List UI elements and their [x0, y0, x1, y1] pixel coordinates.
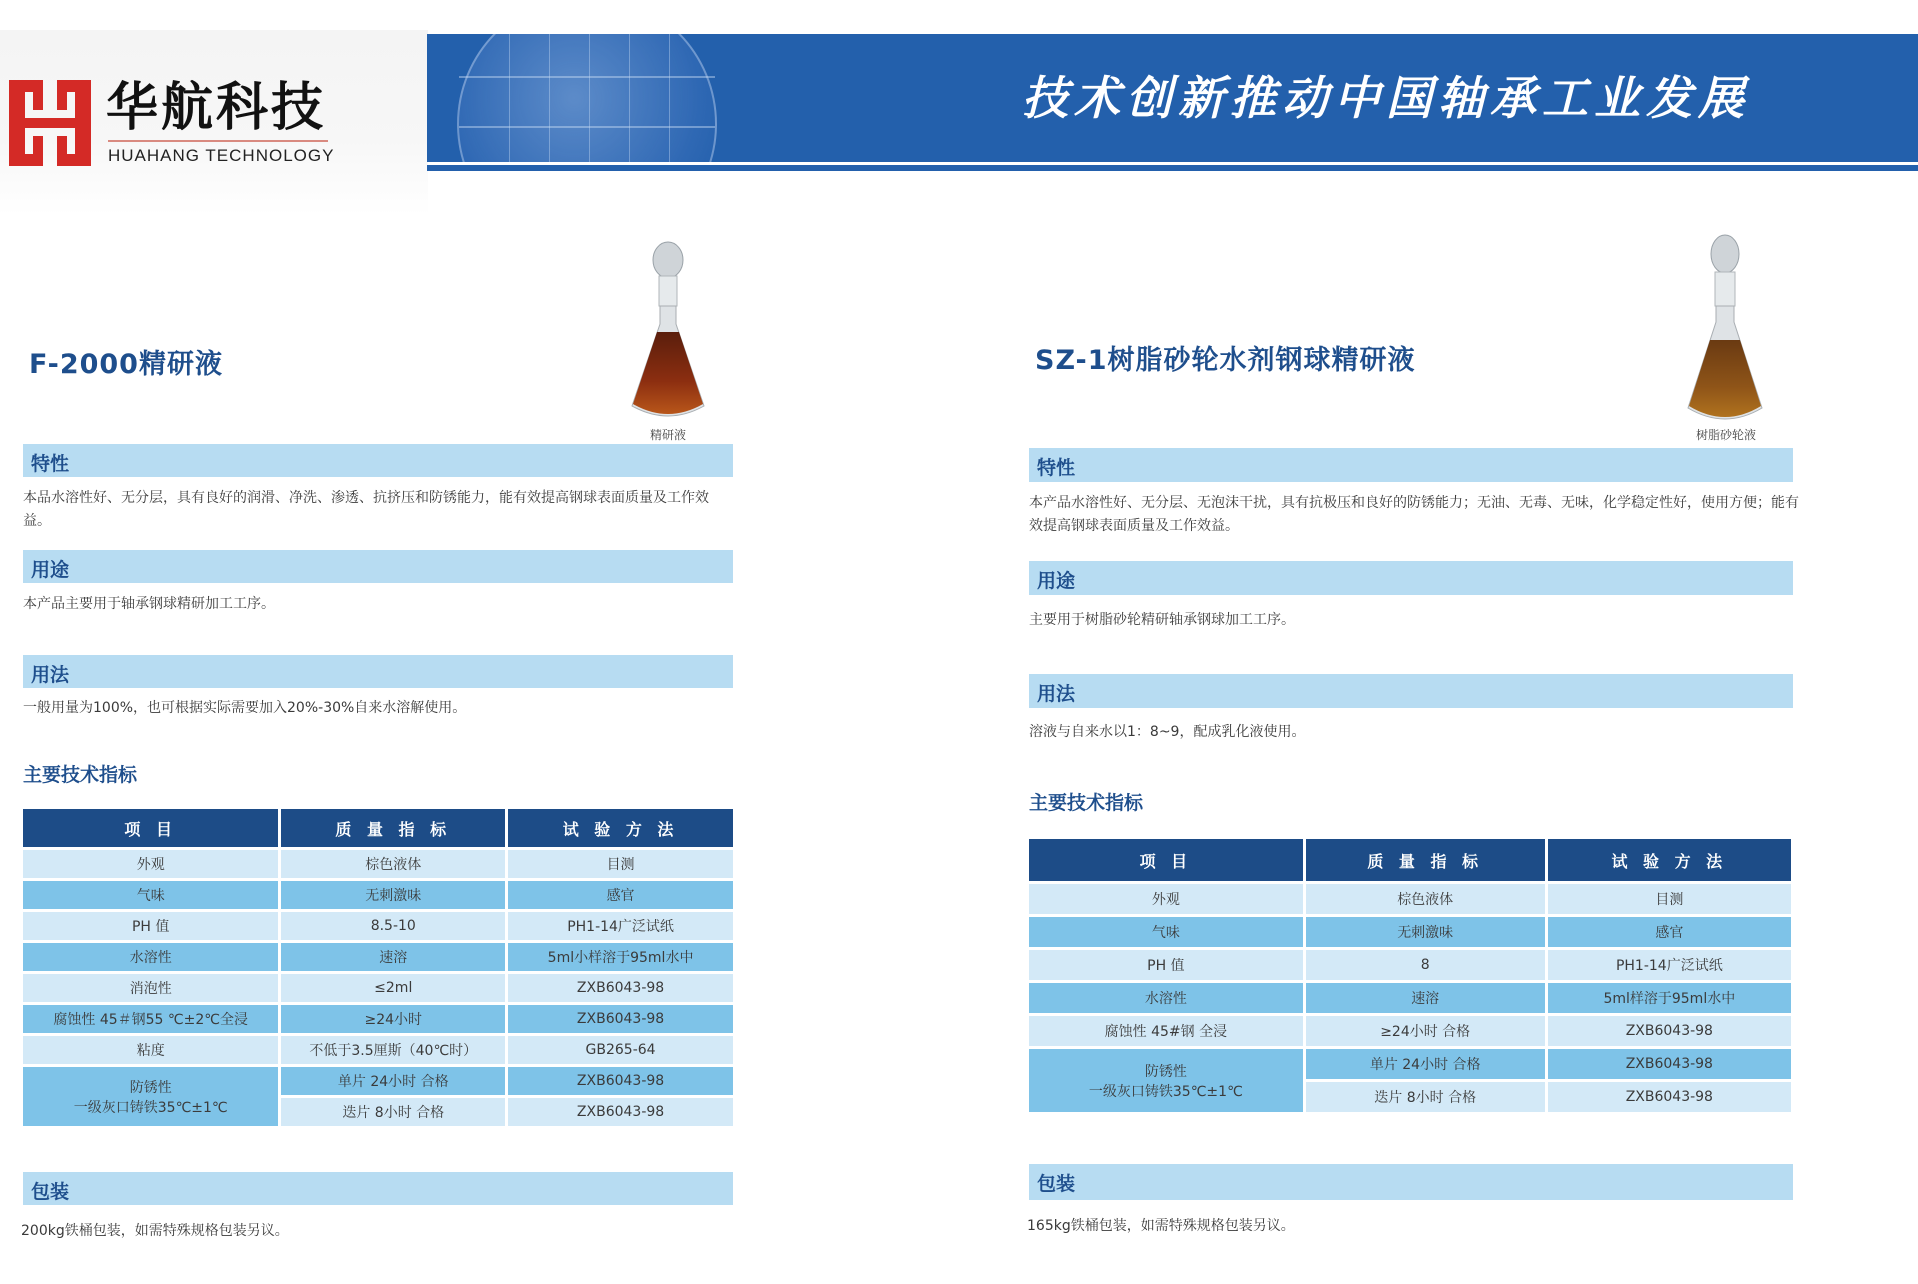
features-text: 本品水溶性好、无分层，具有良好的润滑、净洗、渗透、抗挤压和防锈能力，能有效提高钢球表面质量及工作效益。 — [23, 490, 709, 529]
cell: 腐蚀性 45＃钢55 ℃±2℃全浸 — [23, 1005, 278, 1033]
rust-item-cell: 防锈性 一级灰口铸铁35℃±1℃ — [23, 1067, 278, 1126]
table-row — [23, 1067, 733, 1095]
table-row — [23, 1036, 733, 1064]
table-row — [1029, 884, 1791, 914]
banner-stripe — [427, 165, 1918, 171]
cell: 单片 24小时 合格 — [281, 1067, 505, 1095]
table-row — [23, 974, 733, 1002]
cell: ZXB6043-98 — [1548, 1082, 1791, 1112]
cell: ZXB6043-98 — [1548, 1049, 1791, 1079]
cell: PH1-14广泛试纸 — [508, 912, 733, 940]
packaging-text: 165kg铁桶包装，如需特殊规格包装另议。 — [1027, 1218, 1295, 1234]
cell: 不低于3.5厘斯（40℃时） — [281, 1036, 505, 1064]
cell: 无刺激味 — [1306, 917, 1545, 947]
section-bar-method — [1029, 674, 1793, 708]
globe-icon — [457, 34, 717, 162]
header-banner — [427, 34, 1918, 162]
column-header: 试 验 方 法 — [508, 809, 733, 847]
spec-title: 主要技术指标 — [23, 764, 138, 786]
usage-text: 主要用于树脂砂轮精研轴承钢球加工工序。 — [1029, 612, 1295, 628]
spec-table — [20, 806, 736, 1129]
table-row — [1029, 1049, 1791, 1079]
cell: 气味 — [1029, 917, 1303, 947]
cell: 目测 — [508, 850, 733, 878]
cell: 腐蚀性 45#钢 全浸 — [1029, 1016, 1303, 1046]
spec-table — [1026, 836, 1794, 1115]
cell: PH1-14广泛试纸 — [1548, 950, 1791, 980]
table-row — [23, 912, 733, 940]
table-row — [1029, 950, 1791, 980]
cell: 目测 — [1548, 884, 1791, 914]
section-bar-method — [23, 655, 733, 688]
banner-slogan: 技术创新推动中国轴承工业发展 — [1022, 71, 1750, 125]
cell: ZXB6043-98 — [508, 1098, 733, 1126]
cell: 5ml样溶于95ml水中 — [1548, 983, 1791, 1013]
cell: 单片 24小时 合格 — [1306, 1049, 1545, 1079]
column-header: 试 验 方 法 — [1548, 839, 1791, 881]
cell: 水溶性 — [1029, 983, 1303, 1013]
section-bar-features — [23, 444, 733, 477]
product-title: SZ-1树脂砂轮水剂钢球精研液 — [1035, 345, 1416, 376]
cell: 气味 — [23, 881, 278, 909]
cell: 消泡性 — [23, 974, 278, 1002]
logo-chinese-name: 华航科技 — [106, 78, 327, 138]
huahang-logo-icon — [9, 80, 91, 166]
table-row — [1029, 917, 1791, 947]
table-row — [1029, 1016, 1791, 1046]
cell: 迭片 8小时 合格 — [281, 1098, 505, 1126]
cell: ZXB6043-98 — [508, 1005, 733, 1033]
cell: ≥24小时 — [281, 1005, 505, 1033]
features-text: 本产品水溶性好、无分层、无泡沫干扰，具有抗极压和良好的防锈能力；无油、无毒、无味，化学稳定性好，使用方便；能有效提高钢球表面质量及工作效益。 — [1029, 495, 1799, 534]
section-label: 用途 — [31, 559, 70, 581]
section-label: 用途 — [1037, 570, 1076, 592]
cell: 8.5-10 — [281, 912, 505, 940]
cell: ≥24小时 合格 — [1306, 1016, 1545, 1046]
flask-image-icon — [1680, 230, 1770, 426]
cell: 棕色液体 — [1306, 884, 1545, 914]
section-label: 包装 — [1037, 1173, 1076, 1195]
method-text: 溶液与自来水以1：8~9，配成乳化液使用。 — [1029, 724, 1306, 740]
method-text: 一般用量为100%，也可根据实际需要加入20%-30%自来水溶解使用。 — [23, 700, 467, 716]
cell: PH 值 — [23, 912, 278, 940]
logo-english-name: HUAHANG TECHNOLOGY — [108, 146, 335, 165]
cell: 感官 — [1548, 917, 1791, 947]
table-row — [1029, 983, 1791, 1013]
column-header: 质 量 指 标 — [281, 809, 505, 847]
product-title: F-2000精研液 — [29, 349, 223, 380]
cell: 无刺激味 — [281, 881, 505, 909]
section-label: 特性 — [1037, 457, 1076, 479]
section-label: 特性 — [31, 453, 70, 475]
column-header: 项 目 — [1029, 839, 1303, 881]
cell: ZXB6043-98 — [508, 974, 733, 1002]
column-header: 质 量 指 标 — [1306, 839, 1545, 881]
cell: 速溶 — [281, 943, 505, 971]
section-bar-features — [1029, 448, 1793, 482]
section-bar-usage — [23, 550, 733, 583]
usage-text: 本产品主要用于轴承钢球精研加工工序。 — [23, 596, 275, 612]
cell: 外观 — [23, 850, 278, 878]
cell: 感官 — [508, 881, 733, 909]
flask-caption: 精研液 — [649, 428, 686, 442]
cell: GB265-64 — [508, 1036, 733, 1064]
spec-title: 主要技术指标 — [1029, 792, 1144, 814]
logo-divider — [108, 140, 328, 142]
packaging-text: 200kg铁桶包装，如需特殊规格包装另议。 — [21, 1223, 289, 1239]
column-header: 项 目 — [23, 809, 278, 847]
company-logo-area — [0, 30, 428, 215]
cell: ≤2ml — [281, 974, 505, 1002]
table-row — [23, 850, 733, 878]
section-label: 包装 — [31, 1181, 70, 1203]
section-label: 用法 — [1037, 683, 1076, 705]
section-bar-packaging — [1029, 1164, 1793, 1200]
cell: 8 — [1306, 950, 1545, 980]
section-bar-packaging — [23, 1172, 733, 1205]
cell: 5ml小样溶于95ml水中 — [508, 943, 733, 971]
cell: 水溶性 — [23, 943, 278, 971]
cell: 迭片 8小时 合格 — [1306, 1082, 1545, 1112]
cell: 棕色液体 — [281, 850, 505, 878]
cell: 速溶 — [1306, 983, 1545, 1013]
section-label: 用法 — [31, 664, 70, 686]
table-row — [23, 943, 733, 971]
cell: PH 值 — [1029, 950, 1303, 980]
table-row — [23, 881, 733, 909]
table-row — [23, 1005, 733, 1033]
section-bar-usage — [1029, 561, 1793, 595]
rust-item-cell: 防锈性 一级灰口铸铁35℃±1℃ — [1029, 1049, 1303, 1112]
flask-caption: 树脂砂轮液 — [1695, 428, 1756, 442]
cell: ZXB6043-98 — [508, 1067, 733, 1095]
cell: 外观 — [1029, 884, 1303, 914]
cell: 粘度 — [23, 1036, 278, 1064]
flask-image-icon — [626, 236, 710, 422]
cell: ZXB6043-98 — [1548, 1016, 1791, 1046]
